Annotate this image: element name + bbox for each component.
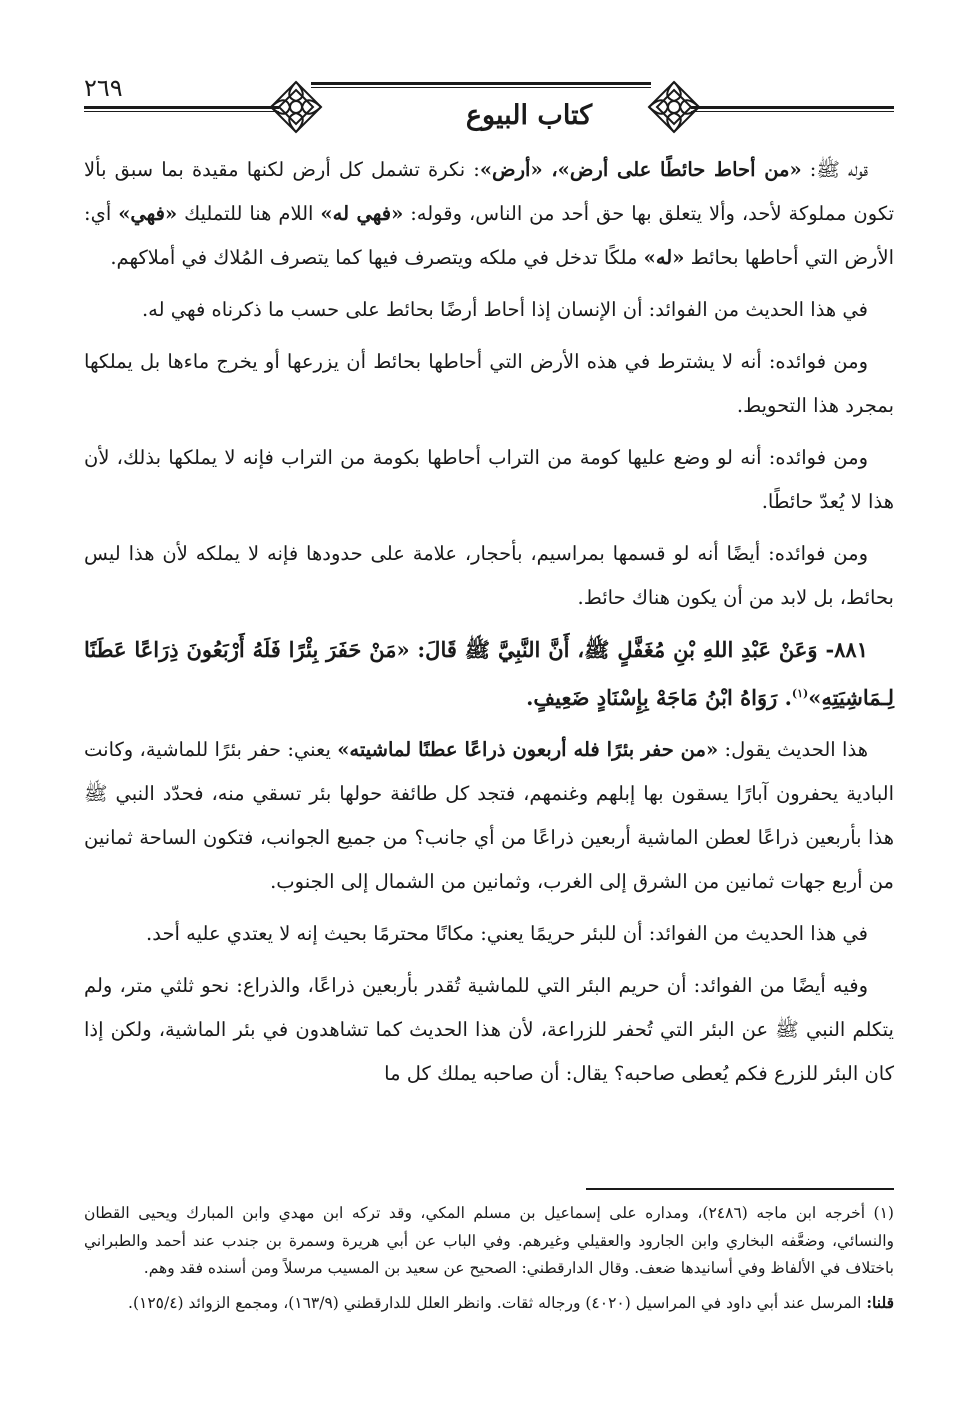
paragraph: ومن فوائده: أيضًا أنه لو قسمها بمراسيم، بأحجار، علامة على حدودها فإنه لا يملكه لأن هذا ليس بحائط، بل لابد من أن يكون هناك حائط. [84, 542, 894, 609]
paragraph: ومن فوائده: أنه لا يشترط في هذه الأرض التي أحاطها بحائط أن يزرعها أو يخرج ماءها بل يملكها بمجرد هذا التحويط. [84, 350, 894, 417]
paragraph: ومن فوائده: أنه لو وضع عليها كومة من التراب أحاطها بكومة من التراب فإنه لا يملكها بذلك، لأن هذا لا يُعدّ حائطًا. [84, 446, 894, 513]
text-run: اللام هنا للتمليك [177, 202, 321, 225]
hadith-paragraph [84, 628, 894, 720]
running-title: كتاب البيوع [465, 100, 593, 131]
footnote: (١) أخرجه ابن ماجه (٢٤٨٦)، ومداره على إسماعيل بن مسلم المكي، وقد تركه ابن مهدي وابن المبارك ويحيى القطان والنسائي، وضعَّفه البخاري وابن الجارود والعقيلي وغيرهم. وفي الباب عن أبي هريرة وسمرة بن جندب عند أحمد والطبراني باختلاف في الألفاظ وفي أسانيدها ضعف. وقال الدارقطني: الصحيح عن سعيد بن المسيب مرسلاً ومن أسنده فقد وهم. [84, 1204, 894, 1277]
main-text [84, 148, 894, 1104]
page-header [84, 70, 894, 142]
footnote-separator [586, 1188, 894, 1190]
text-run: المرسل عند أبي داود في المراسيل (٤٠٢٠) ورجاله ثقات. وانظر العلل للدارقطني (١٦٣/٩)، ومجمع الزوائد (١٢٥/٤). [128, 1293, 867, 1312]
paragraph [84, 728, 894, 904]
header-rule [311, 82, 651, 85]
footnote [84, 1289, 894, 1318]
quote-bold: «فهي» [118, 202, 178, 225]
hadith-source: . رَوَاهُ ابْنُ مَاجَهْ بِإِسْنَادٍ ضَعِيفٍ. [526, 685, 792, 710]
header-rule [84, 106, 279, 109]
quote-bold: «من حفر بئرًا فله أربعون ذراعًا عطنًا لماشيته» [337, 738, 719, 761]
footnote-label: قلنا: [866, 1292, 894, 1312]
ornament-icon [267, 78, 325, 136]
ornament-icon [645, 78, 703, 136]
page-number: ٢٦٩ [84, 74, 123, 102]
quote-bold: «فهي له» [320, 202, 404, 225]
header-rule [84, 111, 279, 112]
paragraph: في هذا الحديث من الفوائد: أن الإنسان إذا أحاط أرضًا بحائط على حسب ما ذكرناه فهي له. [141, 298, 868, 321]
footnote-ref: (١) [791, 687, 809, 700]
header-rule [311, 87, 651, 88]
paragraph: وفيه أيضًا من الفوائد: أن حريم البئر التي للماشية تُقدر بأربعين ذراعًا، والذراع: نحو ثلثي متر، ولم يتكلم النبي ﷺ عن البئر التي تُحفر للزراعة، لأن هذا الحديث كما تشاهدون في بئر الماشية، ولكن إذا كان البئر للزرع فكم يُعطى صاحبه؟ يقال: أن صاحبه يملك كل ما [84, 974, 894, 1085]
quote-bold: «من أحاط حائطًا على أرض»، «أرض» [479, 158, 802, 181]
text-run: أي: الأرض التي أحاطها بحائط [84, 202, 894, 269]
text-run: يعني: حفر بئرًا للماشية، وكانت البادية يحفرون آبارًا يسقون بها إبلهم وغنمهم، فتجد كل طائفة حولها بئر تسقي منه، فحدّد النبي ﷺ هذا بأربعين ذراعًا لعطن الماشية أربعين ذراعًا من أي جانب؟ من جميع الجوانب، فتكون الساحة ثمانين من أربع جهات ثمانين من الشرق إلى الغرب، وثمانين من الشمال إلى الجنوب. [84, 738, 894, 893]
paragraph [84, 148, 894, 280]
footnotes [84, 1200, 894, 1323]
hadith-text: ٨٨١- وَعَنْ عَبْدِ اللهِ بْنِ مُغَفَّلٍ ﷺ، أَنَّ النَّبِيَّ ﷺ قَالَ: «مَنْ حَفَرَ بِئْرًا فَلَهُ أَرْبَعُونَ ذِرَاعًا عَطَنًا لِـمَاشِيَتِهِ» [84, 637, 894, 710]
quote-bold: «له» [643, 246, 685, 269]
header-rule [691, 106, 894, 109]
paragraph: في هذا الحديث من الفوائد: أن للبئر حريمًا يعني: مكانًا محترمًا بحيث إنه لا يعتدي عليه أحد. [146, 922, 868, 945]
text-run: ملكًا تدخل في ملكه ويتصرف فيها كما يتصرف المُلاك في أملاكهم. [110, 246, 644, 269]
text-run: هذا الحديث يقول: [718, 738, 868, 761]
header-rule [691, 111, 894, 112]
text-run: قوله ﷺ: [801, 158, 868, 181]
text-run: : نكرة تشمل كل أرض لكنها مقيدة بما سبق بألا تكون مملوكة لأحد، وألا يتعلق بها حق أحد من الناس، وقوله: [84, 158, 895, 225]
